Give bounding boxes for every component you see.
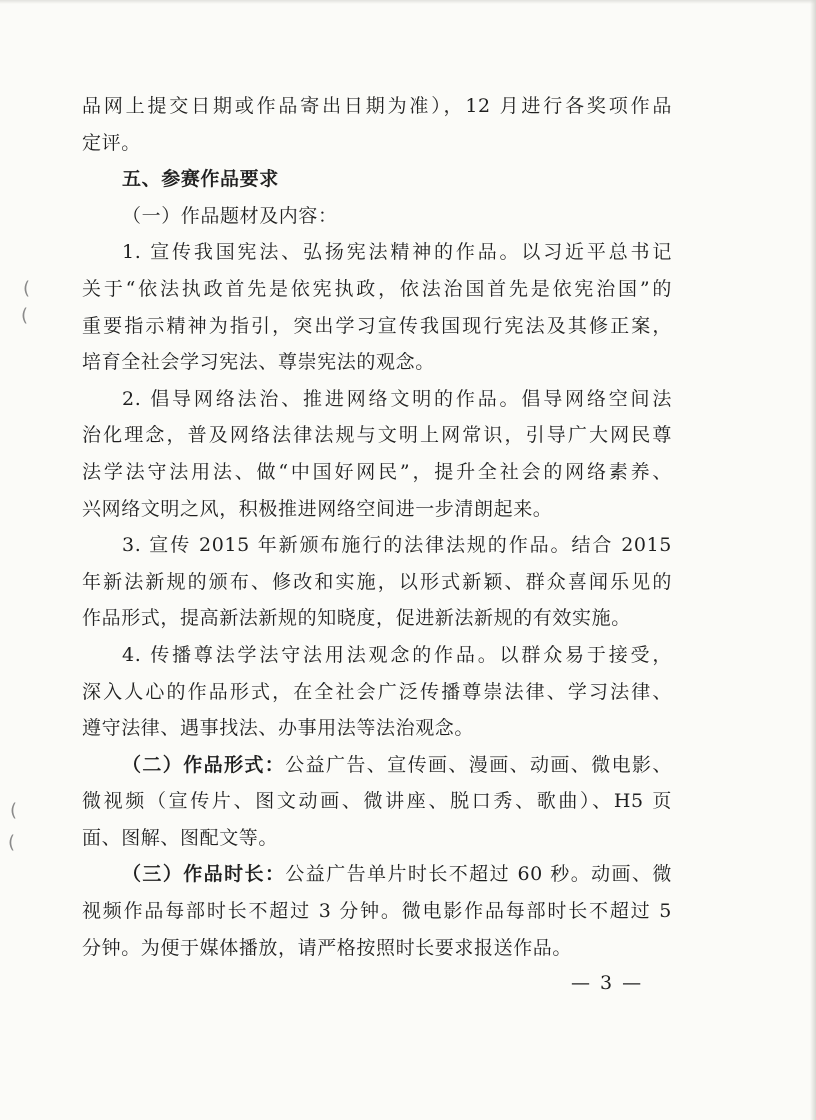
- scan-edge-top: [0, 0, 816, 4]
- section-heading: 五、参赛作品要求: [122, 168, 279, 191]
- text-line: 年新法新规的颁布、修改和实施，以形式新颖、群众喜闻乐见的: [82, 570, 672, 593]
- text-line: 定评。: [82, 131, 141, 154]
- text-line: 品网上提交日期或作品寄出日期为准），12 月进行各奖项作品: [82, 95, 672, 117]
- duration-text: 公益广告单片时长不超过 60 秒。动画、微: [285, 863, 672, 886]
- text-line: 重要指示精神为指引，突出学习宣传我国现行宪法及其修正案，: [82, 314, 672, 337]
- text-line: 视频作品每部时长不超过 3 分钟。微电影作品每部时长不超过 5: [82, 900, 672, 923]
- duration-paragraph-line: [82, 856, 672, 893]
- duration-label: （三）作品时长：: [122, 863, 286, 886]
- scan-mark: (: [23, 278, 31, 299]
- text-line: 4. 传播尊法学法守法用法观念的作品。以群众易于接受，: [122, 643, 672, 666]
- text-line: 作品形式，提高新法新规的知晓度，促进新法新规的有效实施。: [82, 607, 631, 630]
- text-line: 兴网络文明之风，积极推进网络空间进一步清朗起来。: [82, 497, 553, 520]
- scan-mark: (: [8, 832, 16, 853]
- text-line: 1. 宣传我国宪法、弘扬宪法精神的作品。以习近平总书记: [122, 241, 672, 264]
- page-number: — 3 —: [571, 972, 644, 994]
- form-text: 公益广告、宣传画、漫画、动画、微电影、: [285, 753, 672, 776]
- text-line: 治化理念，普及网络法律法规与文明上网常识，引导广大网民尊: [82, 424, 672, 447]
- text-line: 面、图解、图配文等。: [82, 826, 279, 849]
- form-paragraph-line: [82, 747, 672, 784]
- scan-edge-right: [810, 0, 816, 1120]
- text-line: 微视频（宣传片、图文动画、微讲座、脱口秀、歌曲）、H5 页: [82, 790, 672, 813]
- scan-mark: (: [21, 305, 29, 326]
- text-line: 关于“依法执政首先是依宪执政，依法治国首先是依宪治国”的: [82, 277, 672, 300]
- text-line: 2. 倡导网络法治、推进网络文明的作品。倡导网络空间法: [122, 387, 672, 410]
- text-line: 3. 宣传 2015 年新颁布施行的法律法规的作品。结合 2015: [122, 534, 672, 557]
- text-line: 法学法守法用法、做“中国好网民”，提升全社会的网络素养、: [82, 460, 672, 483]
- form-label: （二）作品形式：: [122, 753, 286, 776]
- text-line: 分钟。为便于媒体播放，请严格按照时长要求报送作品。: [82, 936, 573, 959]
- text-line: 深入人心的作品形式，在全社会广泛传播尊崇法律、学习法律、: [82, 680, 672, 703]
- scan-mark: (: [10, 800, 18, 821]
- subsection-heading: （一）作品题材及内容：: [122, 204, 338, 227]
- text-line: 遵守法律、遇事找法、办事用法等法治观念。: [82, 717, 475, 740]
- text-line: 培育全社会学习宪法、尊崇宪法的观念。: [82, 351, 435, 374]
- document-page: [82, 88, 672, 966]
